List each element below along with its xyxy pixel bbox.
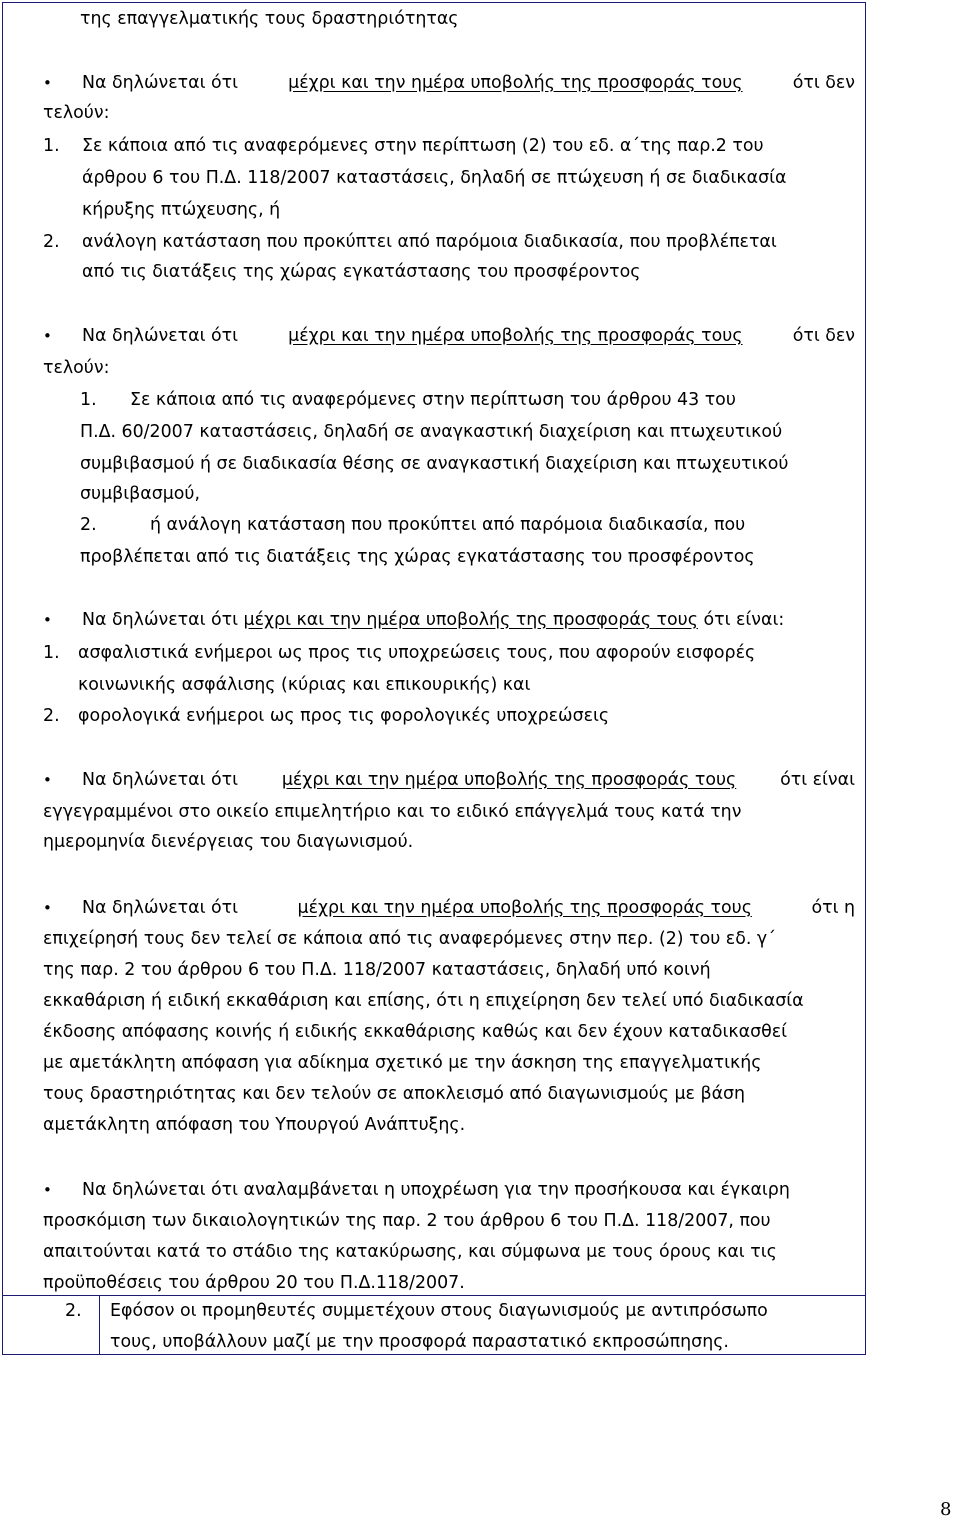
item-text: ανάλογη κατάσταση που προκύπτει από παρόμοια διαδικασία, που προβλέπεται	[82, 232, 777, 252]
body-text: αμετάκλητη απόφαση του Υπουργού Ανάπτυξης.	[43, 1115, 466, 1135]
intro-tail-text: της επαγγελματικής τους δραστηριότητας	[80, 9, 459, 29]
bullet-icon: •	[43, 611, 52, 629]
item-text: συμβιβασμού,	[80, 484, 201, 504]
bullet-icon: •	[43, 1181, 52, 1199]
item-number: 2.	[80, 515, 97, 535]
item-text: συμβιβασμού ή σε διαδικασία θέσης σε αναγκαστική διαχείριση και πτωχευτικού	[80, 454, 789, 474]
table-row-text: Εφόσον οι προμηθευτές συμμετέχουν στους διαγωνισμούς με αντιπρόσωπο	[110, 1301, 768, 1321]
item-number: 1.	[43, 643, 60, 663]
body-text: τους δραστηριότητας και δεν τελούν σε αποκλεισμό από διαγωνισμούς με βάση	[43, 1084, 746, 1104]
bullet-icon: •	[43, 327, 52, 345]
bullet-icon: •	[43, 771, 52, 789]
table-row-text: τους, υποβάλλουν μαζί με την προσφορά παραστατικό εκπροσώπησης.	[110, 1332, 729, 1352]
item-text: κήρυξης πτώχευσης, ή	[82, 200, 281, 220]
declaration-lead: Να δηλώνεται ότι αναλαμβάνεται η υποχρέωση για την προσήκουσα και έγκαιρη	[82, 1180, 790, 1200]
table-column-divider	[99, 1295, 100, 1355]
declaration-lead: Να δηλώνεται ότι μέχρι και την ημέρα υποβολής της προσφοράς τους ότι είναι	[82, 770, 855, 790]
item-text: ασφαλιστικά ενήμεροι ως προς τις υποχρεώσεις τους, που αφορούν εισφορές	[78, 643, 756, 663]
item-text: φορολογικά ενήμεροι ως προς τις φορολογικές υποχρεώσεις	[78, 706, 610, 726]
item-text: Π.Δ. 60/2007 καταστάσεις, δηλαδή σε αναγκαστική διαχείριση και πτωχευτικού	[80, 422, 783, 442]
item-number: 2.	[43, 706, 60, 726]
body-text: έκδοσης απόφασης κοινής ή ειδικής εκκαθάρισης καθώς και δεν έχουν καταδικασθεί	[43, 1022, 788, 1042]
body-text: απαιτούνται κατά το στάδιο της κατακύρωσης, και σύμφωνα με τους όρους και τις	[43, 1242, 777, 1262]
declaration-lead: Να δηλώνεται ότι μέχρι και την ημέρα υποβολής της προσφοράς τους ότι η	[82, 898, 855, 918]
item-text: Σε κάποια από τις αναφερόμενες στην περίπτωση (2) του εδ. α΄της παρ.2 του	[82, 136, 764, 156]
item-text: άρθρου 6 του Π.Δ. 118/2007 καταστάσεις, δηλαδή σε πτώχευση ή σε διαδικασία	[82, 168, 787, 188]
body-text: επιχείρησή τους δεν τελεί σε κάποια από τις αναφερόμενες στην περ. (2) του εδ. γ΄	[43, 929, 776, 949]
item-number: 1.	[43, 136, 60, 156]
item-text: κοινωνικής ασφάλισης (κύριας και επικουρικής) και	[78, 675, 531, 695]
body-text: προσκόμιση των δικαιολογητικών της παρ. 2 του άρθρου 6 του Π.Δ. 118/2007, που	[43, 1211, 771, 1231]
table-row-number: 2.	[65, 1301, 82, 1321]
item-number: 1.	[80, 390, 97, 410]
declaration-lead-wrap: τελούν:	[43, 358, 110, 378]
item-text: από τις διατάξεις της χώρας εγκατάστασης του προσφέροντος	[82, 262, 641, 282]
item-text: ή ανάλογη κατάσταση που προκύπτει από παρόμοια διαδικασία, που	[150, 515, 746, 535]
item-text: προβλέπεται από τις διατάξεις της χώρας εγκατάστασης του προσφέροντος	[80, 547, 755, 567]
body-text: με αμετάκλητη απόφαση για αδίκημα σχετικό με την άσκηση της επαγγελματικής	[43, 1053, 762, 1073]
table-row-divider	[2, 1295, 866, 1296]
declaration-lead-wrap: τελούν:	[43, 103, 110, 123]
page-number: 8	[940, 1499, 952, 1520]
bullet-icon: •	[43, 899, 52, 917]
body-text: εγγεγραμμένοι στο οικείο επιμελητήριο και το ειδικό επάγγελμά τους κατά την	[43, 802, 742, 822]
declaration-lead: Να δηλώνεται ότι μέχρι και την ημέρα υποβολής της προσφοράς τους ότι δεν	[82, 73, 855, 93]
body-text: της παρ. 2 του άρθρου 6 του Π.Δ. 118/2007 καταστάσεις, δηλαδή υπό κοινή	[43, 960, 711, 980]
declaration-lead: Να δηλώνεται ότι μέχρι και την ημέρα υποβολής της προσφοράς τους ότι είναι:	[82, 610, 785, 630]
body-text: εκκαθάριση ή ειδική εκκαθάριση και επίσης, ότι η επιχείρηση δεν τελεί υπό διαδικασία	[43, 991, 804, 1011]
body-text: προϋποθέσεις του άρθρου 20 του Π.Δ.118/2007.	[43, 1273, 465, 1293]
item-text: Σε κάποια από τις αναφερόμενες στην περίπτωση του άρθρου 43 του	[130, 390, 736, 410]
bullet-icon: •	[43, 74, 52, 92]
item-number: 2.	[43, 232, 60, 252]
body-text: ημερομηνία διενέργειας του διαγωνισμού.	[43, 832, 414, 852]
declaration-lead: Να δηλώνεται ότι μέχρι και την ημέρα υποβολής της προσφοράς τους ότι δεν	[82, 326, 855, 346]
